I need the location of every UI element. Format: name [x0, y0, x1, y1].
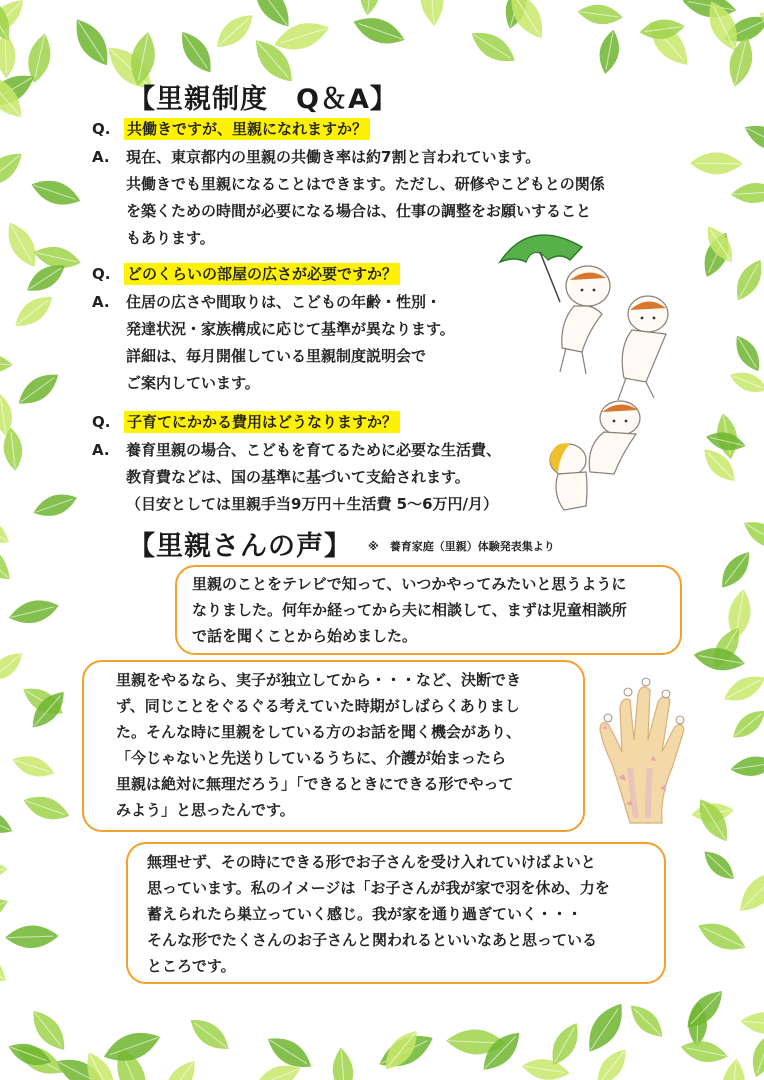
leaf-shape: [679, 1037, 730, 1066]
voice-1-line: で話を聞くことから始めました。: [192, 627, 418, 645]
leaf-shape: [331, 1047, 355, 1080]
question-3: 子育てにかかる費用はどうなりますか？: [124, 411, 400, 433]
leaf-shape: [729, 255, 764, 305]
leaf-shape: [699, 845, 740, 885]
voice-1-line: 里親のことをテレビで知って、いつかやってみたいと思うように: [192, 575, 627, 593]
question-2: どのくらいの部屋の広さが必要ですか？: [124, 263, 400, 285]
a-mark: A.: [92, 441, 110, 459]
qa-section-title: 【里親制度 Q＆A】: [128, 84, 398, 115]
voice-3-line: 思っています。私のイメージは「お子さんが我が家で羽を休め、力を: [147, 879, 610, 897]
leaf-shape: [739, 514, 764, 555]
leaf-shape: [350, 11, 409, 51]
leaf-shape: [0, 146, 28, 194]
leaf-shape: [730, 182, 764, 205]
leaf-shape: [0, 506, 15, 552]
child-figure: [618, 296, 668, 400]
leaf-shape: [67, 13, 116, 71]
leaf-shape: [596, 28, 623, 76]
leaf-shape: [728, 704, 764, 744]
leaf-shape: [357, 0, 382, 16]
answer-1-line: を築くための時間が必要になる場合は、仕事の調整をお願いすること: [126, 202, 592, 220]
q-mark: Q.: [92, 120, 111, 138]
leaf-shape: [580, 997, 632, 1058]
leaf-shape: [9, 289, 58, 333]
answer-2-line: ご案内しています。: [126, 374, 260, 392]
leaf-shape: [715, 546, 757, 593]
question-1: 共働きですが、里親になれますか？: [124, 118, 370, 140]
a-mark: A.: [92, 293, 110, 311]
a-mark: A.: [92, 148, 110, 166]
leaf-shape: [210, 8, 259, 55]
voice-2-line: みよう」と思ったんです。: [116, 801, 295, 819]
leaf-shape: [729, 754, 764, 779]
leaf-shape: [576, 2, 623, 27]
leaf-shape: [692, 644, 747, 674]
voice-3-line: ところです。: [147, 957, 236, 975]
leaf-shape: [157, 1055, 203, 1080]
leaf-shape: [727, 367, 764, 398]
voice-3-line: 蓄えられたら巣立っていく感じ。我が家を通り過ぎていく・・・: [147, 905, 583, 923]
leaf-shape: [30, 488, 80, 522]
voice-2-line: 里親をやるなら、実子が独立してから・・・など、決断でき: [116, 671, 522, 689]
voice-2-line: 「今じゃないと先送りしているうちに、介護が始まったら: [116, 749, 507, 767]
leaf-shape: [0, 861, 8, 881]
leaf-shape: [719, 1057, 748, 1080]
leaf-shape: [730, 331, 764, 375]
child-figure: [560, 266, 610, 374]
leaf-shape: [185, 1012, 235, 1057]
leaf-shape: [0, 647, 28, 687]
child-figure: [589, 401, 640, 474]
q-mark: Q.: [92, 413, 111, 431]
child-figure: [550, 443, 587, 510]
leaf-shape: [720, 669, 764, 708]
voice-3-line: そんな形でたくさんのお子さんと関われるといいなあと思っている: [147, 931, 598, 949]
leaf-shape: [10, 751, 57, 782]
leaf-shape: [418, 0, 445, 27]
leaf-shape: [740, 1010, 764, 1036]
leaf-shape: [747, 1029, 764, 1080]
painted-hand-illustration: [590, 668, 690, 828]
answer-1-line: 共働きでも里親になることはできます。ただし、研修やこどもとの関係: [126, 175, 605, 193]
leaf-shape: [690, 152, 743, 175]
leaf-shape: [20, 790, 73, 825]
answer-1-line: もあります。: [126, 229, 215, 247]
leaf-shape: [5, 925, 59, 949]
leaf-shape: [0, 217, 43, 272]
answer-2-line: 住居の広さや間取りは、こどもの年齢・性別・: [126, 293, 442, 311]
leaf-shape: [691, 794, 735, 847]
answer-2-line: 詳細は、毎月開催している里親制度説明会で: [126, 347, 427, 365]
leaf-shape: [28, 174, 84, 211]
voice-2-line: ず、同じことをぐるぐる考えていた時期がしばらくありまし: [116, 697, 520, 715]
leaf-shape: [740, 118, 764, 157]
leaf-shape: [13, 366, 65, 411]
leaf-shape: [694, 916, 750, 958]
leaf-shape: [0, 801, 17, 840]
leaf-shape: [0, 944, 12, 988]
voices-section-title: 【里親さんの声】: [128, 531, 352, 562]
answer-2-line: 発達状況・家族構成に応じて基準が異なります。: [126, 320, 455, 338]
leaf-shape: [466, 24, 521, 69]
voice-3-line: 無理せず、その時にできる形でお子さんを受け入れていけばよいと: [147, 853, 596, 871]
children-umbrella-illustration: [490, 222, 690, 512]
answer-3-line: 養育里親の場合、こどもを育てるために必要な生活費、: [126, 441, 502, 459]
leaf-shape: [246, 0, 298, 33]
leaf-shape: [732, 863, 764, 919]
source-note: ※ 養育家庭（里親）体験発表集より: [368, 540, 555, 553]
q-mark: Q.: [92, 265, 111, 283]
leaf-shape: [6, 595, 61, 628]
leaf-shape: [624, 999, 668, 1043]
leaf-shape: [174, 26, 219, 78]
voice-1-line: なりました。何年か経ってから夫に相談して、まずは児童相談所: [192, 601, 627, 619]
leaf-shape: [590, 1044, 633, 1080]
leaf-shape: [0, 352, 13, 374]
answer-1-line: 現在、東京都内の里親の共働き率は約7割と言われています。: [126, 148, 541, 166]
leaf-shape: [0, 892, 12, 928]
voice-2-line: 里親は絶対に無理だろう」「できるときにできる形でやって: [116, 775, 514, 793]
voice-2-line: た。そんな時に里親をしている方のお話を聞く機会があり、: [116, 723, 522, 741]
answer-3-line: （目安としては里親手当9万円＋生活費 5～6万円/月）: [126, 495, 499, 513]
answer-3-line: 教育費などは、国の基準に基づいて支給されます。: [126, 468, 470, 486]
